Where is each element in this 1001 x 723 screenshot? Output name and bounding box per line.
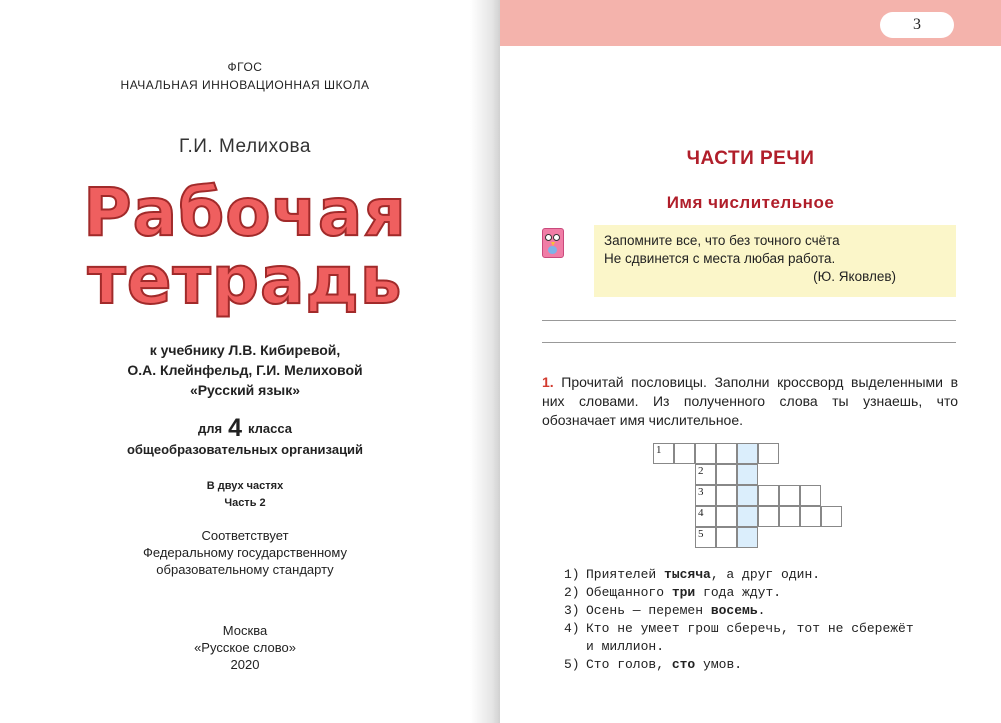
proverb-numeral-word: восемь — [710, 603, 758, 618]
proverb-text: Осень — перемен — [586, 603, 711, 618]
conform-line-2: Федеральному государственному — [143, 545, 347, 560]
crossword-row-number: 1 — [656, 444, 662, 456]
subsection-title: Имя числительное — [666, 193, 835, 212]
crossword-row-number: 5 — [698, 528, 704, 540]
proverb-number: 5) — [564, 657, 580, 672]
textbook-line-3: «Русский язык» — [189, 382, 301, 398]
crossword-cell[interactable] — [758, 443, 779, 464]
crossword-row-number: 2 — [698, 465, 704, 477]
school-label: НАЧАЛЬНАЯ ИННОВАЦИОННАЯ ШКОЛА — [120, 78, 370, 92]
parts-line-2: Часть 2 — [224, 497, 266, 509]
proverb-text: Приятелей — [586, 567, 665, 582]
textbook-line-1: к учебнику Л.В. Кибиревой, — [149, 342, 341, 358]
proverb-text-end: умов. — [695, 657, 743, 672]
crossword-cell[interactable] — [695, 443, 716, 464]
fgos-label: ФГОС — [227, 60, 263, 74]
crossword-key-cell[interactable] — [737, 464, 758, 485]
task-text: Прочитай пословицы. Заполни кроссворд выделенными в них словами. Из полученного слова ты узнаешь, что обозначает имя числительное. — [542, 374, 959, 428]
crossword-row-number: 3 — [698, 486, 704, 498]
crossword-cell[interactable] — [695, 485, 716, 506]
crossword-cell[interactable] — [779, 485, 800, 506]
quote-line-1: Запомните все, что без точного счёта — [604, 233, 840, 248]
proverb-number: 1) — [564, 567, 580, 582]
crossword-key-cell[interactable] — [737, 485, 758, 506]
right-page-content — [500, 0, 1001, 723]
proverb-continuation: и миллион. — [586, 639, 665, 654]
crossword-cell[interactable] — [800, 506, 821, 527]
grade-line — [0, 414, 490, 443]
proverb-number: 4) — [564, 621, 580, 636]
proverb-text: Кто не умеет грош сберечь, тот не сбережёт — [586, 621, 914, 636]
quote-author: (Ю. Яковлев) — [813, 269, 896, 284]
crossword-cell[interactable] — [716, 443, 737, 464]
crossword-row-number: 4 — [698, 507, 704, 519]
grade-suffix: класса — [248, 421, 293, 436]
proverb-number: 3) — [564, 603, 580, 618]
crossword-key-cell[interactable] — [737, 527, 758, 548]
standard-conformity — [0, 527, 490, 578]
proverb-text-end: . — [757, 603, 766, 618]
crossword-cell[interactable] — [695, 527, 716, 548]
crossword-key-cell[interactable] — [737, 443, 758, 464]
conform-line-3: образовательному стандарту — [156, 562, 334, 577]
parts-line-1: В двух частях — [206, 480, 284, 492]
proverb-text: Обещанного — [586, 585, 672, 600]
organizations-label: общеобразовательных организаций — [126, 442, 364, 457]
task-1 — [542, 373, 958, 430]
conform-line-1: Соответствует — [201, 528, 289, 543]
crossword-key-cell[interactable] — [737, 506, 758, 527]
proverb-numeral-word: тысяча — [664, 567, 711, 582]
writing-line-1 — [542, 320, 956, 321]
crossword-cell[interactable] — [758, 506, 779, 527]
proverb-item — [564, 566, 964, 584]
proverbs-list — [564, 566, 964, 674]
crossword-cell[interactable] — [758, 485, 779, 506]
crossword-cell[interactable] — [695, 464, 716, 485]
proverb-numeral-word: три — [671, 585, 696, 600]
publisher-info — [0, 622, 490, 673]
grade-number: 4 — [228, 414, 242, 442]
left-page-title — [0, 0, 496, 723]
page-number: 3 — [880, 12, 954, 38]
crossword-cell[interactable] — [716, 527, 737, 548]
proverb-item — [564, 602, 964, 620]
crossword-cell[interactable] — [821, 506, 842, 527]
title-line-2: тетрадь — [87, 242, 403, 319]
quote-line-2: Не сдвинется с места любая работа. — [604, 251, 836, 266]
author-name: Г.И. Мелихова — [179, 136, 311, 157]
proverb-number: 2) — [564, 585, 580, 600]
section-title: ЧАСТИ РЕЧИ — [686, 148, 815, 169]
proverb-item — [564, 656, 964, 674]
grade-prefix: для — [197, 421, 223, 436]
crossword-cell[interactable] — [716, 464, 737, 485]
crossword-cell[interactable] — [674, 443, 695, 464]
proverb-text-end: , а друг один. — [710, 567, 821, 582]
task-number: 1. — [542, 374, 554, 390]
crossword-cell[interactable] — [779, 506, 800, 527]
crossword-cell[interactable] — [695, 506, 716, 527]
proverb-text-end: года ждут. — [695, 585, 782, 600]
crossword-cell[interactable] — [653, 443, 674, 464]
epigraph-quote — [594, 225, 956, 297]
proverb-text: Сто голов, — [586, 657, 672, 672]
writing-line-2 — [542, 342, 956, 343]
proverb-item — [564, 620, 964, 656]
title-line-1: Рабочая — [83, 174, 407, 251]
parts-info — [0, 478, 490, 512]
publisher-city: Москва — [222, 623, 268, 638]
textbook-line-2: О.А. Клейнфельд, Г.И. Мелиховой — [127, 362, 363, 378]
crossword-cell[interactable] — [800, 485, 821, 506]
crossword-cell[interactable] — [716, 485, 737, 506]
proverb-item — [564, 584, 964, 602]
publisher-name: «Русское слово» — [194, 640, 296, 655]
owl-icon — [542, 228, 564, 258]
proverb-numeral-word: сто — [671, 657, 696, 672]
textbook-reference — [0, 340, 490, 400]
publish-year: 2020 — [230, 657, 260, 672]
crossword-cell[interactable] — [716, 506, 737, 527]
